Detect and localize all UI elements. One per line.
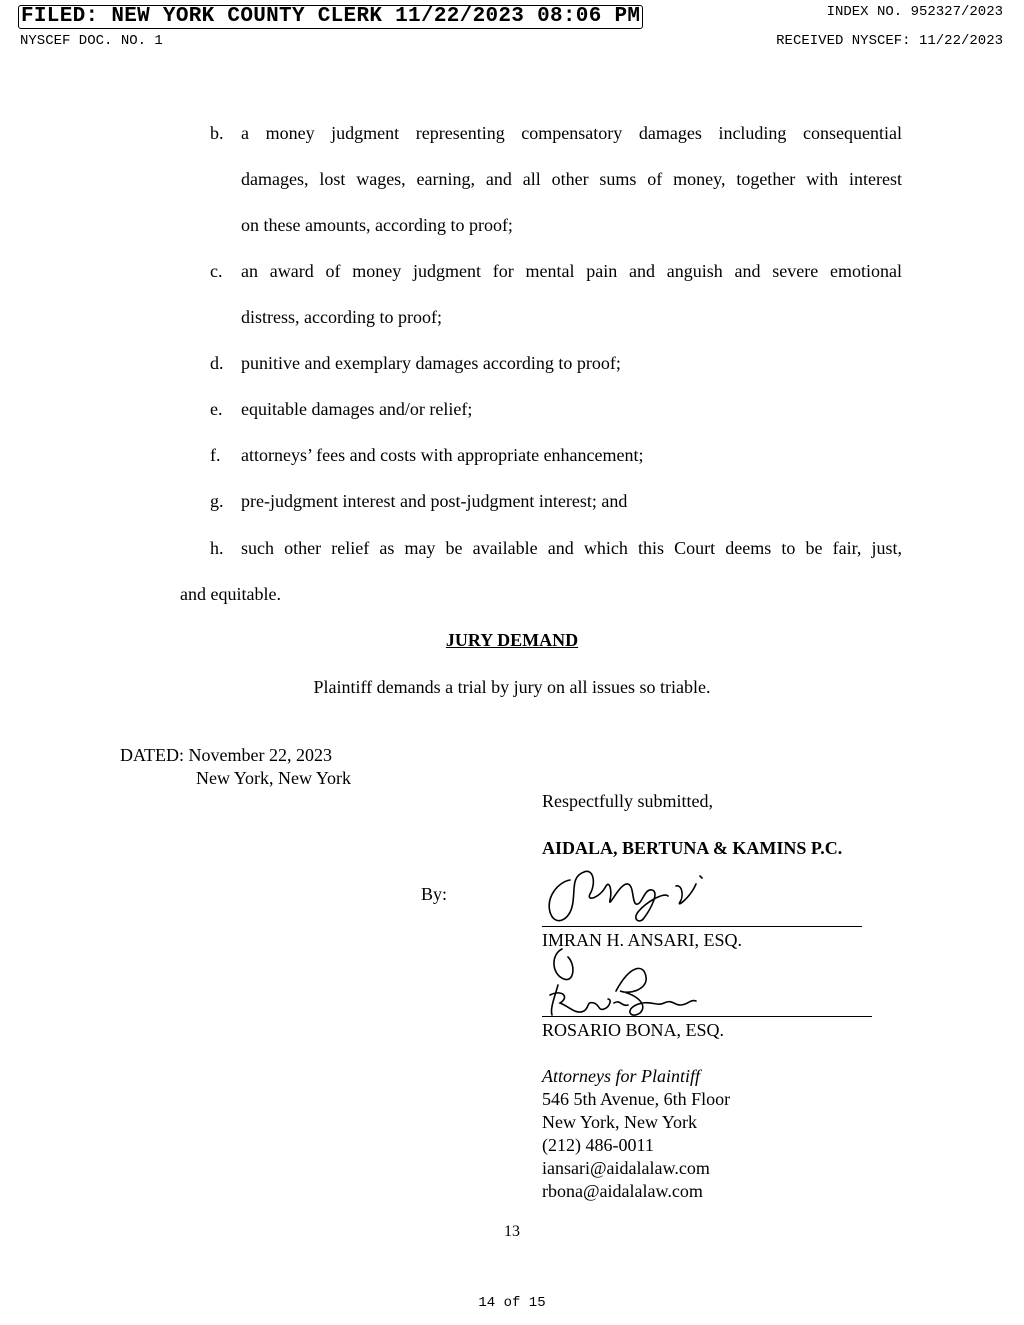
signature-ansari: [540, 862, 720, 932]
email-1: iansari@aidalalaw.com: [542, 1158, 710, 1178]
list-item-letter: c.: [210, 261, 223, 281]
list-item-line: equitable damages and/or relief;: [241, 399, 473, 419]
list-item-line: pre-judgment interest and post-judgment interest; and: [241, 491, 628, 511]
list-item-line: attorneys’ fees and costs with appropriate enhancement;: [241, 445, 644, 465]
list-item-line: distress, according to proof;: [241, 307, 442, 327]
list-item-line: such other relief as may be available and which this Court deems to be fair, just,: [241, 538, 902, 558]
firm-name: AIDALA, BERTUNA & KAMINS P.C.: [542, 838, 843, 858]
page-number: 13: [504, 1223, 520, 1240]
attorney-name-2: ROSARIO BONA, ESQ.: [542, 1020, 725, 1040]
list-item-line: and equitable.: [180, 584, 281, 604]
list-item-letter: f.: [210, 445, 221, 465]
jury-demand-heading: JURY DEMAND: [445, 630, 579, 650]
dated-line: DATED: November 22, 2023: [120, 745, 332, 765]
received-date: RECEIVED NYSCEF: 11/22/2023: [776, 33, 1003, 49]
list-item-line: damages, lost wages, earning, and all other sums of money, together with interest: [241, 169, 902, 189]
attorney-role: Attorneys for Plaintiff: [542, 1066, 700, 1086]
list-item-line: on these amounts, according to proof;: [241, 215, 513, 235]
nyscef-doc-number: NYSCEF DOC. NO. 1: [20, 33, 163, 49]
jury-demand-text: Plaintiff demands a trial by jury on all issues so triable.: [313, 677, 711, 697]
phone-number: (212) 486-0011: [542, 1135, 654, 1155]
attorney-name-1: IMRAN H. ANSARI, ESQ.: [542, 930, 743, 950]
by-label: By:: [421, 884, 448, 904]
address-line-2: New York, New York: [542, 1112, 698, 1132]
email-2: rbona@aidalalaw.com: [542, 1181, 703, 1201]
list-item-line: a money judgment representing compensatory damages including consequential: [241, 123, 902, 143]
signature-bona: [540, 945, 710, 1023]
list-item-line: an award of money judgment for mental pain and anguish and severe emotional: [241, 261, 902, 281]
list-item-letter: g.: [210, 491, 224, 511]
list-item-letter: d.: [210, 353, 224, 373]
address-line-1: 546 5th Avenue, 6th Floor: [542, 1089, 731, 1109]
closing: Respectfully submitted,: [542, 791, 713, 811]
filed-stamp: FILED: NEW YORK COUNTY CLERK 11/22/2023 08:06 PM: [18, 5, 643, 29]
list-item-letter: b.: [210, 123, 224, 143]
list-item-letter: h.: [210, 538, 224, 558]
list-item-letter: e.: [210, 399, 223, 419]
page-count: 14 of 15: [478, 1295, 546, 1311]
index-number: INDEX NO. 952327/2023: [826, 4, 1003, 20]
list-item-line: punitive and exemplary damages according to proof;: [241, 353, 621, 373]
dated-location: New York, New York: [196, 768, 352, 788]
